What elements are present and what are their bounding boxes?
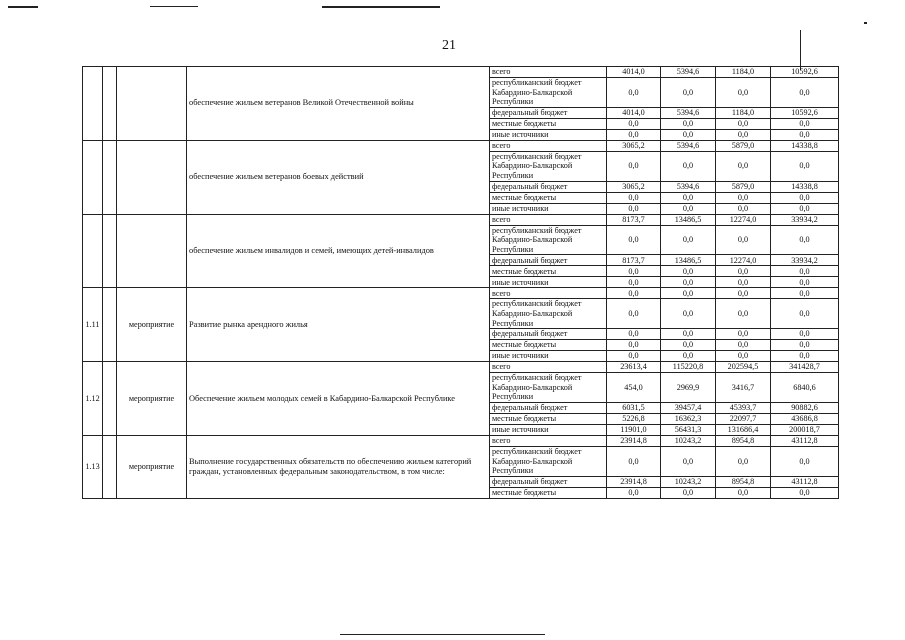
value-cell: 5226,8 [607,413,661,424]
value-cell: 0,0 [607,351,661,362]
value-cell: 0,0 [661,118,716,129]
value-cell: 0,0 [771,225,839,255]
scan-mark [322,6,440,8]
value-cell: 0,0 [771,487,839,498]
value-cell: 11901,0 [607,424,661,435]
funding-source-label: федеральный бюджет [490,255,607,266]
value-cell: 0,0 [771,351,839,362]
value-cell: 0,0 [716,118,771,129]
value-cell: 200018,7 [771,424,839,435]
value-cell: 0,0 [771,288,839,299]
measure-number: 1.12 [83,362,103,436]
value-cell: 0,0 [607,329,661,340]
measure-spacer [103,140,117,214]
value-cell: 0,0 [661,78,716,108]
value-cell: 43686,8 [771,413,839,424]
funding-source-label: иные источники [490,351,607,362]
value-cell: 0,0 [771,299,839,329]
funding-source-label: республиканский бюджет Кабардино-Балкарской Республики [490,225,607,255]
scan-mark [150,6,198,7]
value-cell: 0,0 [607,288,661,299]
value-cell: 0,0 [661,299,716,329]
value-cell: 0,0 [716,351,771,362]
value-cell: 0,0 [716,225,771,255]
measure-spacer [103,288,117,362]
value-cell: 5394,6 [661,140,716,151]
measure-number: 1.13 [83,435,103,498]
value-cell: 10243,2 [661,476,716,487]
funding-source-label: республиканский бюджет Кабардино-Балкарской Республики [490,78,607,108]
measure-type [117,140,187,214]
value-cell: 0,0 [716,299,771,329]
funding-source-label: местные бюджеты [490,118,607,129]
budget-table [82,66,839,499]
measure-number [83,67,103,141]
value-cell: 0,0 [607,299,661,329]
value-cell: 0,0 [771,446,839,476]
value-cell: 2969,9 [661,373,716,403]
measure-spacer [103,67,117,141]
funding-source-label: федеральный бюджет [490,476,607,487]
value-cell: 0,0 [771,192,839,203]
funding-source-label: местные бюджеты [490,487,607,498]
value-cell: 0,0 [716,277,771,288]
measure-type: мероприятие [117,435,187,498]
value-cell: 3416,7 [716,373,771,403]
table-row [83,67,839,78]
value-cell: 90882,6 [771,402,839,413]
measure-name: обеспечение жильем ветеранов Великой Отечественной войны [187,67,490,141]
value-cell: 56431,3 [661,424,716,435]
value-cell: 0,0 [661,129,716,140]
scan-mark [8,6,38,8]
funding-source-label: всего [490,214,607,225]
funding-source-label: всего [490,140,607,151]
value-cell: 0,0 [607,151,661,181]
measure-name: Выполнение государственных обязательств по обеспечению жильем категорий граждан, установленных федеральным законодательством, в том числе: [187,435,490,498]
value-cell: 0,0 [716,78,771,108]
value-cell: 0,0 [716,487,771,498]
funding-source-label: иные источники [490,129,607,140]
value-cell: 3065,2 [607,140,661,151]
funding-source-label: республиканский бюджет Кабардино-Балкарской Республики [490,446,607,476]
funding-source-label: всего [490,435,607,446]
value-cell: 6031,5 [607,402,661,413]
value-cell: 12274,0 [716,255,771,266]
value-cell: 16362,3 [661,413,716,424]
value-cell: 5394,6 [661,181,716,192]
measure-spacer [103,435,117,498]
value-cell: 8954,8 [716,476,771,487]
scan-mark [800,30,801,70]
value-cell: 0,0 [607,277,661,288]
measure-number [83,214,103,288]
value-cell: 33934,2 [771,255,839,266]
value-cell: 4014,0 [607,67,661,78]
table-row [83,288,839,299]
value-cell: 0,0 [661,446,716,476]
measure-spacer [103,214,117,288]
value-cell: 0,0 [607,266,661,277]
value-cell: 0,0 [607,203,661,214]
funding-source-label: иные источники [490,277,607,288]
value-cell: 23914,8 [607,476,661,487]
table-row [83,214,839,225]
value-cell: 6840,6 [771,373,839,403]
value-cell: 0,0 [661,151,716,181]
value-cell: 341428,7 [771,362,839,373]
value-cell: 0,0 [661,288,716,299]
value-cell: 45393,7 [716,402,771,413]
value-cell: 0,0 [716,129,771,140]
funding-source-label: федеральный бюджет [490,107,607,118]
value-cell: 0,0 [661,203,716,214]
funding-source-label: федеральный бюджет [490,181,607,192]
value-cell: 12274,0 [716,214,771,225]
funding-source-label: республиканский бюджет Кабардино-Балкарской Республики [490,151,607,181]
value-cell: 0,0 [661,329,716,340]
value-cell: 0,0 [607,446,661,476]
funding-source-label: федеральный бюджет [490,402,607,413]
value-cell: 0,0 [771,118,839,129]
value-cell: 0,0 [771,266,839,277]
measure-name: Развитие рынка арендного жилья [187,288,490,362]
value-cell: 0,0 [716,192,771,203]
funding-source-label: всего [490,67,607,78]
value-cell: 0,0 [661,351,716,362]
table-row [83,435,839,446]
value-cell: 43112,8 [771,476,839,487]
value-cell: 0,0 [716,266,771,277]
value-cell: 0,0 [607,129,661,140]
table-row [83,140,839,151]
value-cell: 5879,0 [716,181,771,192]
value-cell: 8954,8 [716,435,771,446]
value-cell: 10592,6 [771,107,839,118]
value-cell: 5394,6 [661,67,716,78]
value-cell: 0,0 [771,340,839,351]
value-cell: 0,0 [771,78,839,108]
value-cell: 8173,7 [607,214,661,225]
value-cell: 5394,6 [661,107,716,118]
value-cell: 1184,0 [716,107,771,118]
scan-mark [864,22,867,24]
value-cell: 14338,8 [771,140,839,151]
value-cell: 202594,5 [716,362,771,373]
measure-type: мероприятие [117,362,187,436]
funding-source-label: местные бюджеты [490,192,607,203]
value-cell: 23914,8 [607,435,661,446]
value-cell: 0,0 [716,329,771,340]
value-cell: 5879,0 [716,140,771,151]
value-cell: 3065,2 [607,181,661,192]
value-cell: 0,0 [661,225,716,255]
value-cell: 10243,2 [661,435,716,446]
value-cell: 115220,8 [661,362,716,373]
value-cell: 0,0 [607,225,661,255]
funding-source-label: местные бюджеты [490,413,607,424]
value-cell: 23613,4 [607,362,661,373]
value-cell: 0,0 [716,446,771,476]
value-cell: 0,0 [661,487,716,498]
value-cell: 10592,6 [771,67,839,78]
value-cell: 0,0 [716,203,771,214]
measure-number [83,140,103,214]
value-cell: 39457,4 [661,402,716,413]
value-cell: 454,0 [607,373,661,403]
value-cell: 0,0 [716,340,771,351]
funding-source-label: республиканский бюджет Кабардино-Балкарской Республики [490,373,607,403]
value-cell: 0,0 [716,288,771,299]
scan-mark [340,634,545,635]
value-cell: 0,0 [771,277,839,288]
funding-source-label: всего [490,288,607,299]
value-cell: 131686,4 [716,424,771,435]
funding-source-label: иные источники [490,424,607,435]
value-cell: 8173,7 [607,255,661,266]
value-cell: 43112,8 [771,435,839,446]
value-cell: 0,0 [607,340,661,351]
measure-number: 1.11 [83,288,103,362]
value-cell: 0,0 [771,203,839,214]
funding-source-label: республиканский бюджет Кабардино-Балкарской Республики [490,299,607,329]
value-cell: 0,0 [771,129,839,140]
measure-type: мероприятие [117,288,187,362]
value-cell: 0,0 [661,266,716,277]
funding-source-label: местные бюджеты [490,340,607,351]
funding-source-label: местные бюджеты [490,266,607,277]
value-cell: 0,0 [607,78,661,108]
measure-type [117,214,187,288]
value-cell: 1184,0 [716,67,771,78]
measure-name: Обеспечение жильем молодых семей в Кабардино-Балкарской Республике [187,362,490,436]
value-cell: 13486,5 [661,255,716,266]
measure-name: обеспечение жильем ветеранов боевых действий [187,140,490,214]
funding-source-label: федеральный бюджет [490,329,607,340]
value-cell: 0,0 [716,151,771,181]
measure-type [117,67,187,141]
value-cell: 22097,7 [716,413,771,424]
value-cell: 14338,8 [771,181,839,192]
value-cell: 13486,5 [661,214,716,225]
measure-name: обеспечение жильем инвалидов и семей, имеющих детей-инвалидов [187,214,490,288]
value-cell: 0,0 [661,192,716,203]
measure-spacer [103,362,117,436]
page-number: 21 [442,38,456,53]
value-cell: 0,0 [607,118,661,129]
value-cell: 0,0 [661,340,716,351]
funding-source-label: всего [490,362,607,373]
value-cell: 33934,2 [771,214,839,225]
value-cell: 0,0 [661,277,716,288]
value-cell: 0,0 [607,487,661,498]
table-row [83,362,839,373]
value-cell: 4014,0 [607,107,661,118]
value-cell: 0,0 [607,192,661,203]
value-cell: 0,0 [771,151,839,181]
value-cell: 0,0 [771,329,839,340]
funding-source-label: иные источники [490,203,607,214]
